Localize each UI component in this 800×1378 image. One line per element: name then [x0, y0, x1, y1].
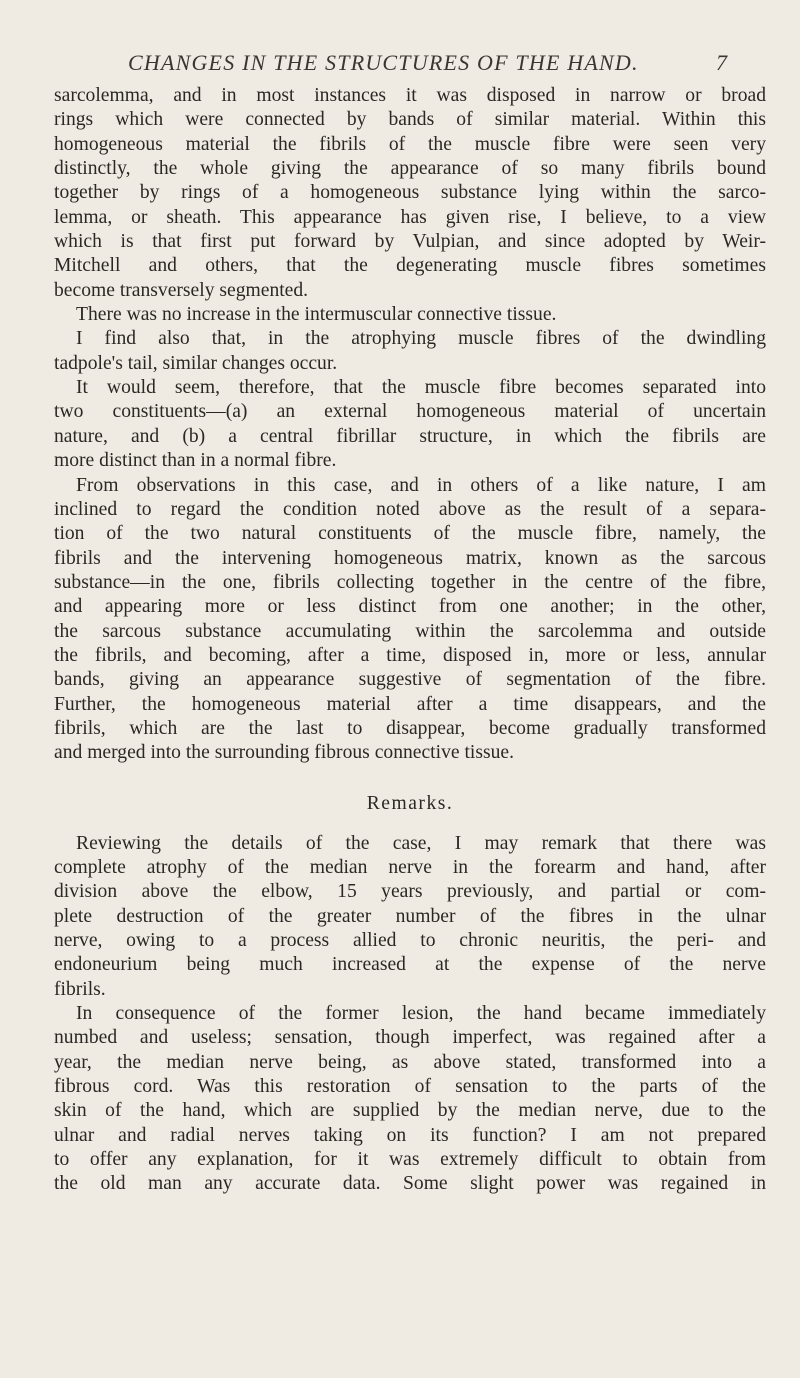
text-line: complete atrophy of the median nerve in the forearm and hand, after	[54, 856, 766, 878]
text-line: fibrils.	[54, 978, 106, 1000]
section-heading: Remarks.	[366, 792, 454, 814]
text-line: to offer any explanation, for it was extremely difficult to obtain from	[54, 1149, 766, 1171]
text-line: It would seem, therefore, that the muscle fibre becomes separated into	[76, 377, 766, 399]
text-line: tadpole's tail, similar changes occur.	[54, 352, 338, 374]
text-line: the sarcous substance accumulating within the sarcolemma and outside	[54, 620, 766, 642]
text-line: and appearing more or less distinct from one another; in the other,	[54, 596, 766, 618]
running-title: CHANGES IN THE STRUCTURES OF THE HAND.	[128, 50, 639, 75]
text-line: year, the median nerve being, as above stated, transformed into a	[54, 1051, 766, 1073]
text-line: homogeneous material the fibrils of the muscle fibre were seen very	[54, 133, 766, 155]
text-line: nature, and (b) a central fibrillar structure, in which the fibrils are	[54, 425, 766, 447]
text-line: skin of the hand, which are supplied by the median nerve, due to the	[54, 1100, 766, 1122]
text-line: nerve, owing to a process allied to chronic neuritis, the peri- and	[54, 930, 766, 951]
text-line: From observations in this case, and in others of a like nature, I am	[76, 474, 766, 496]
text-line: fibrils, which are the last to disappear, become gradually transformed	[54, 717, 766, 739]
text-line: division above the elbow, 15 years previously, and partial or com-	[54, 881, 766, 903]
text-line: distinctly, the whole giving the appearance of so many fibrils bound	[54, 158, 766, 180]
text-line: lemma, or sheath. This appearance has given rise, I believe, to a view	[54, 206, 766, 228]
text-line: ulnar and radial nerves taking on its function? I am not prepared	[54, 1124, 766, 1146]
page-number: 7	[716, 50, 727, 75]
text-line: There was no increase in the intermuscular connective tissue.	[76, 304, 557, 326]
paragraph	[54, 327, 766, 376]
paragraph	[54, 832, 766, 1002]
text-line: rings which were connected by bands of similar material. Within this	[54, 109, 766, 131]
text-line: plete destruction of the greater number of the fibres in the ulnar	[54, 905, 766, 927]
text-line: tion of the two natural constituents of the muscle fibre, namely, the	[54, 523, 766, 545]
body-text	[54, 84, 766, 1197]
text-line: more distinct than in a normal fibre.	[54, 450, 337, 472]
text-line: Mitchell and others, that the degenerating muscle fibres sometimes	[54, 255, 766, 277]
text-line: In consequence of the former lesion, the hand became immediately	[76, 1003, 766, 1025]
text-line: sarcolemma, and in most instances it was disposed in narrow or broad	[54, 85, 766, 106]
text-line: bands, giving an appearance suggestive of segmentation of the fibre.	[54, 669, 766, 691]
text-line: and merged into the surrounding fibrous connective tissue.	[54, 742, 514, 764]
text-line: endoneurium being much increased at the expense of the nerve	[54, 954, 766, 976]
text-line: become transversely segmented.	[54, 279, 309, 301]
text-line: Reviewing the details of the case, I may remark that there was	[76, 832, 766, 854]
text-line: two constituents—(a) an external homogeneous material of uncertain	[54, 401, 766, 423]
text-line: Further, the homogeneous material after a time disappears, and the	[54, 693, 766, 715]
text-line: together by rings of a homogeneous substance lying within the sarco-	[54, 182, 766, 204]
paragraph	[54, 474, 766, 766]
paragraph	[54, 1002, 766, 1197]
text-line: fibrils and the intervening homogeneous matrix, known as the sarcous	[54, 547, 766, 569]
text-line: the old man any accurate data. Some slight power was regained in	[54, 1173, 766, 1195]
paragraph	[54, 84, 766, 303]
text-line: the fibrils, and becoming, after a time, disposed in, more or less, annular	[54, 644, 766, 666]
paragraph	[54, 376, 766, 473]
text-line: substance—in the one, fibrils collecting together in the centre of the fibre,	[54, 571, 766, 593]
text-line: fibrous cord. Was this restoration of sensation to the parts of the	[54, 1076, 766, 1098]
text-line: numbed and useless; sensation, though imperfect, was regained after a	[54, 1027, 766, 1049]
paragraph	[54, 303, 766, 327]
text-line: inclined to regard the condition noted above as the result of a separa-	[54, 498, 766, 520]
text-line: I find also that, in the atrophying muscle fibres of the dwindling	[76, 328, 766, 350]
text-line: which is that first put forward by Vulpian, and since adopted by Weir-	[54, 231, 766, 253]
